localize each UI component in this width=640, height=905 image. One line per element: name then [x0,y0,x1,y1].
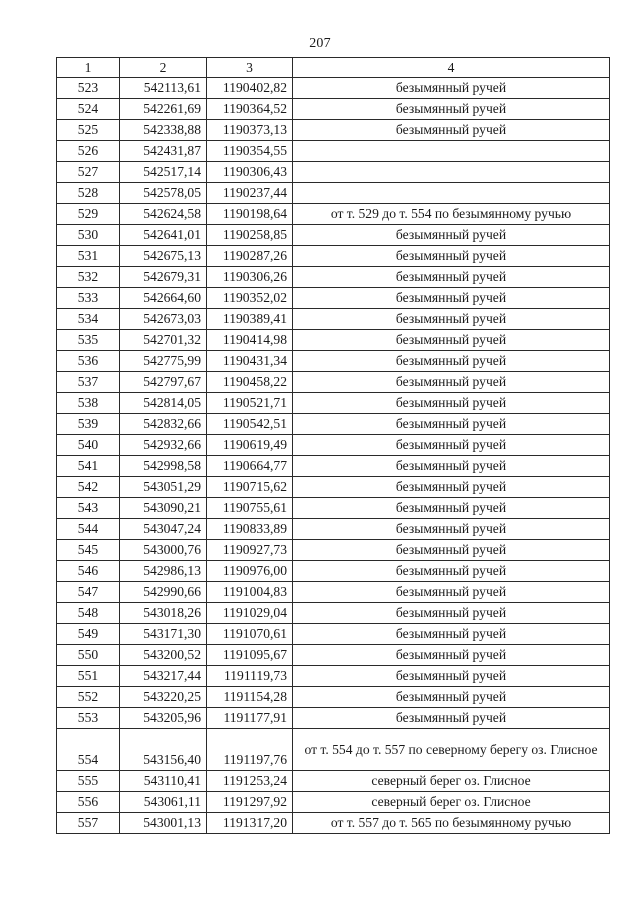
point-number-cell: 542 [57,477,120,498]
table-row [57,477,610,498]
table-row [57,225,610,246]
description-cell: безымянный ручей [293,372,610,393]
column-header-x-coordinate: 2 [120,58,207,78]
table-row [57,120,610,141]
y-coordinate-cell: 1190389,41 [207,309,293,330]
x-coordinate-cell: 542775,99 [120,351,207,372]
y-coordinate-cell: 1191317,20 [207,813,293,834]
point-number-cell: 539 [57,414,120,435]
x-coordinate-cell: 542517,14 [120,162,207,183]
y-coordinate-cell: 1190237,44 [207,183,293,204]
y-coordinate-cell: 1190976,00 [207,561,293,582]
y-coordinate-cell: 1190431,34 [207,351,293,372]
table-row [57,603,610,624]
table-row [57,267,610,288]
x-coordinate-cell: 542624,58 [120,204,207,225]
description-cell: безымянный ручей [293,519,610,540]
description-cell: от т. 557 до т. 565 по безымянному ручью [293,813,610,834]
coordinates-table [56,57,610,834]
description-cell: безымянный ручей [293,288,610,309]
y-coordinate-cell: 1190664,77 [207,456,293,477]
table-row [57,687,610,708]
description-cell [293,141,610,162]
table-row [57,246,610,267]
y-coordinate-cell: 1190258,85 [207,225,293,246]
table-row [57,414,610,435]
column-header-y-coordinate: 3 [207,58,293,78]
description-cell [293,183,610,204]
point-number-cell: 554 [57,729,120,771]
description-cell: безымянный ручей [293,687,610,708]
description-cell: северный берег оз. Глисное [293,792,610,813]
table-row [57,624,610,645]
y-coordinate-cell: 1190287,26 [207,246,293,267]
table-row [57,309,610,330]
y-coordinate-cell: 1190354,55 [207,141,293,162]
description-cell [293,162,610,183]
y-coordinate-cell: 1190306,43 [207,162,293,183]
table-row [57,204,610,225]
description-cell: безымянный ручей [293,708,610,729]
description-cell: безымянный ручей [293,603,610,624]
table-row [57,645,610,666]
description-cell: безымянный ручей [293,225,610,246]
table-row [57,561,610,582]
x-coordinate-cell: 543110,41 [120,771,207,792]
point-number-cell: 533 [57,288,120,309]
y-coordinate-cell: 1190755,61 [207,498,293,519]
x-coordinate-cell: 542679,31 [120,267,207,288]
table-row [57,771,610,792]
table-row [57,351,610,372]
point-number-cell: 537 [57,372,120,393]
y-coordinate-cell: 1191029,04 [207,603,293,624]
x-coordinate-cell: 542675,13 [120,246,207,267]
table-row [57,792,610,813]
point-number-cell: 543 [57,498,120,519]
point-number-cell: 534 [57,309,120,330]
table-header-row [57,58,610,78]
x-coordinate-cell: 542990,66 [120,582,207,603]
point-number-cell: 550 [57,645,120,666]
column-header-point-number: 1 [57,58,120,78]
x-coordinate-cell: 543205,96 [120,708,207,729]
description-cell: безымянный ручей [293,120,610,141]
point-number-cell: 530 [57,225,120,246]
description-cell: от т. 554 до т. 557 по северному берегу оз. Глисное [293,729,610,771]
y-coordinate-cell: 1190198,64 [207,204,293,225]
description-cell: безымянный ручей [293,351,610,372]
y-coordinate-cell: 1190833,89 [207,519,293,540]
description-cell: безымянный ручей [293,561,610,582]
page-number: 207 [309,36,331,51]
point-number-cell: 536 [57,351,120,372]
x-coordinate-cell: 543217,44 [120,666,207,687]
point-number-cell: 548 [57,603,120,624]
y-coordinate-cell: 1190715,62 [207,477,293,498]
point-number-cell: 544 [57,519,120,540]
point-number-cell: 557 [57,813,120,834]
point-number-cell: 551 [57,666,120,687]
x-coordinate-cell: 543090,21 [120,498,207,519]
y-coordinate-cell: 1190414,98 [207,330,293,351]
point-number-cell: 549 [57,624,120,645]
point-number-cell: 532 [57,267,120,288]
description-cell: безымянный ручей [293,267,610,288]
x-coordinate-cell: 543001,13 [120,813,207,834]
y-coordinate-cell: 1190373,13 [207,120,293,141]
description-cell: безымянный ручей [293,477,610,498]
x-coordinate-cell: 542431,87 [120,141,207,162]
x-coordinate-cell: 543018,26 [120,603,207,624]
description-cell: безымянный ручей [293,246,610,267]
x-coordinate-cell: 542986,13 [120,561,207,582]
description-cell: безымянный ручей [293,624,610,645]
point-number-cell: 556 [57,792,120,813]
point-number-cell: 538 [57,393,120,414]
point-number-cell: 528 [57,183,120,204]
y-coordinate-cell: 1190927,73 [207,540,293,561]
x-coordinate-cell: 542998,58 [120,456,207,477]
point-number-cell: 555 [57,771,120,792]
y-coordinate-cell: 1191197,76 [207,729,293,771]
description-cell: безымянный ручей [293,414,610,435]
table-row [57,393,610,414]
y-coordinate-cell: 1191119,73 [207,666,293,687]
table-row [57,183,610,204]
table-row [57,540,610,561]
point-number-cell: 529 [57,204,120,225]
point-number-cell: 553 [57,708,120,729]
description-cell: безымянный ручей [293,99,610,120]
table-row [57,162,610,183]
x-coordinate-cell: 542664,60 [120,288,207,309]
x-coordinate-cell: 542578,05 [120,183,207,204]
point-number-cell: 547 [57,582,120,603]
y-coordinate-cell: 1191095,67 [207,645,293,666]
table-row [57,519,610,540]
point-number-cell: 524 [57,99,120,120]
table-row [57,288,610,309]
table-row [57,813,610,834]
x-coordinate-cell: 542701,32 [120,330,207,351]
column-header-description: 4 [293,58,610,78]
description-cell: безымянный ручей [293,645,610,666]
y-coordinate-cell: 1190619,49 [207,435,293,456]
table-body [57,78,610,834]
y-coordinate-cell: 1190306,26 [207,267,293,288]
description-cell: безымянный ручей [293,435,610,456]
y-coordinate-cell: 1191297,92 [207,792,293,813]
point-number-cell: 552 [57,687,120,708]
table-row [57,456,610,477]
y-coordinate-cell: 1190402,82 [207,78,293,99]
description-cell: безымянный ручей [293,582,610,603]
table-row [57,330,610,351]
point-number-cell: 540 [57,435,120,456]
y-coordinate-cell: 1191253,24 [207,771,293,792]
x-coordinate-cell: 542814,05 [120,393,207,414]
point-number-cell: 545 [57,540,120,561]
point-number-cell: 541 [57,456,120,477]
table-row [57,498,610,519]
x-coordinate-cell: 542932,66 [120,435,207,456]
x-coordinate-cell: 542338,88 [120,120,207,141]
y-coordinate-cell: 1191070,61 [207,624,293,645]
point-number-cell: 531 [57,246,120,267]
table-row [57,141,610,162]
table-row [57,582,610,603]
y-coordinate-cell: 1190521,71 [207,393,293,414]
table-row [57,78,610,99]
x-coordinate-cell: 542641,01 [120,225,207,246]
x-coordinate-cell: 542832,66 [120,414,207,435]
description-cell: безымянный ручей [293,456,610,477]
x-coordinate-cell: 542797,67 [120,372,207,393]
x-coordinate-cell: 542673,03 [120,309,207,330]
y-coordinate-cell: 1190542,51 [207,414,293,435]
description-cell: безымянный ручей [293,78,610,99]
x-coordinate-cell: 543051,29 [120,477,207,498]
table-row [57,666,610,687]
point-number-cell: 535 [57,330,120,351]
description-cell: безымянный ручей [293,540,610,561]
description-cell: от т. 529 до т. 554 по безымянному ручью [293,204,610,225]
x-coordinate-cell: 543220,25 [120,687,207,708]
point-number-cell: 527 [57,162,120,183]
point-number-cell: 523 [57,78,120,99]
x-coordinate-cell: 543061,11 [120,792,207,813]
description-cell: безымянный ручей [293,309,610,330]
point-number-cell: 525 [57,120,120,141]
x-coordinate-cell: 543047,24 [120,519,207,540]
description-cell: безымянный ручей [293,330,610,351]
x-coordinate-cell: 542113,61 [120,78,207,99]
point-number-cell: 526 [57,141,120,162]
x-coordinate-cell: 542261,69 [120,99,207,120]
table-row [57,99,610,120]
y-coordinate-cell: 1190352,02 [207,288,293,309]
table-row [57,729,610,771]
x-coordinate-cell: 543171,30 [120,624,207,645]
description-cell: безымянный ручей [293,666,610,687]
description-cell: безымянный ручей [293,498,610,519]
x-coordinate-cell: 543200,52 [120,645,207,666]
y-coordinate-cell: 1191177,91 [207,708,293,729]
description-cell: безымянный ручей [293,393,610,414]
table-row [57,708,610,729]
point-number-cell: 546 [57,561,120,582]
table-row [57,435,610,456]
x-coordinate-cell: 543000,76 [120,540,207,561]
y-coordinate-cell: 1190364,52 [207,99,293,120]
description-cell: северный берег оз. Глисное [293,771,610,792]
x-coordinate-cell: 543156,40 [120,729,207,771]
table-row [57,372,610,393]
y-coordinate-cell: 1191154,28 [207,687,293,708]
y-coordinate-cell: 1191004,83 [207,582,293,603]
y-coordinate-cell: 1190458,22 [207,372,293,393]
